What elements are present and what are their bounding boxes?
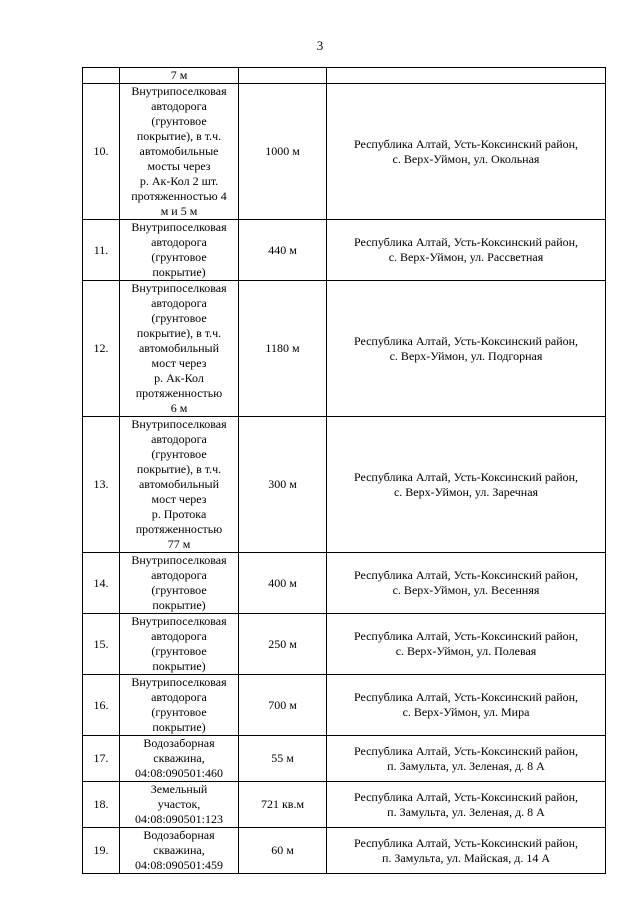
- object-name-cell: 7 м: [120, 68, 239, 84]
- table-row: [83, 84, 606, 220]
- object-size-cell: 700 м: [239, 675, 327, 736]
- object-size-cell: 440 м: [239, 220, 327, 281]
- row-number-cell: 18.: [83, 782, 120, 828]
- table-row: [83, 828, 606, 874]
- row-number-cell: 19.: [83, 828, 120, 874]
- object-address-cell: Республика Алтай, Усть-Коксинский район, с. Верх-Уймон, ул. Полевая: [327, 614, 606, 675]
- object-name-cell: Внутрипоселковая автодорога (грунтовое покрытие), в т.ч. автомобильный мост через р. Ак-Кол протяженностью 6 м: [120, 281, 239, 417]
- object-size-cell: 55 м: [239, 736, 327, 782]
- object-address-cell: Республика Алтай, Усть-Коксинский район, с. Верх-Уймон, ул. Рассветная: [327, 220, 606, 281]
- table-row: [83, 417, 606, 553]
- row-number-cell: [83, 68, 120, 84]
- object-name-cell: Внутрипоселковая автодорога (грунтовое покрытие), в т.ч. автомобильные мосты через р. Ак-Кол 2 шт. протяженностью 4 м и 5 м: [120, 84, 239, 220]
- object-address-cell: Республика Алтай, Усть-Коксинский район, п. Замульта, ул. Зеленая, д. 8 А: [327, 782, 606, 828]
- property-table: [82, 67, 606, 874]
- object-address-cell: Республика Алтай, Усть-Коксинский район, с. Верх-Уймон, ул. Весенняя: [327, 553, 606, 614]
- object-name-cell: Внутрипоселковая автодорога (грунтовое покрытие): [120, 675, 239, 736]
- row-number-cell: 13.: [83, 417, 120, 553]
- row-number-cell: 14.: [83, 553, 120, 614]
- row-number-cell: 15.: [83, 614, 120, 675]
- table-row: [83, 220, 606, 281]
- object-name-cell: Внутрипоселковая автодорога (грунтовое покрытие): [120, 614, 239, 675]
- table-row: [83, 736, 606, 782]
- table-row: [83, 68, 606, 84]
- object-size-cell: 721 кв.м: [239, 782, 327, 828]
- row-number-cell: 12.: [83, 281, 120, 417]
- object-size-cell: 1000 м: [239, 84, 327, 220]
- row-number-cell: 17.: [83, 736, 120, 782]
- object-address-cell: [327, 68, 606, 84]
- table-row: [83, 281, 606, 417]
- object-name-cell: Водозаборная скважина, 04:08:090501:459: [120, 828, 239, 874]
- table-row: [83, 782, 606, 828]
- object-address-cell: Республика Алтай, Усть-Коксинский район, с. Верх-Уймон, ул. Заречная: [327, 417, 606, 553]
- object-address-cell: Республика Алтай, Усть-Коксинский район, с. Верх-Уймон, ул. Подгорная: [327, 281, 606, 417]
- object-address-cell: Республика Алтай, Усть-Коксинский район, с. Верх-Уймон, ул. Окольная: [327, 84, 606, 220]
- page-number: 3: [316, 38, 324, 53]
- object-address-cell: Республика Алтай, Усть-Коксинский район, с. Верх-Уймон, ул. Мира: [327, 675, 606, 736]
- object-name-cell: Внутрипоселковая автодорога (грунтовое покрытие): [120, 553, 239, 614]
- object-size-cell: 1180 м: [239, 281, 327, 417]
- table-row: [83, 553, 606, 614]
- object-address-cell: Республика Алтай, Усть-Коксинский район, п. Замульта, ул. Зеленая, д. 8 А: [327, 736, 606, 782]
- object-size-cell: 250 м: [239, 614, 327, 675]
- table-row: [83, 614, 606, 675]
- table-row: [83, 675, 606, 736]
- object-name-cell: Внутрипоселковая автодорога (грунтовое покрытие): [120, 220, 239, 281]
- row-number-cell: 16.: [83, 675, 120, 736]
- object-size-cell: 300 м: [239, 417, 327, 553]
- object-name-cell: Водозаборная скважина, 04:08:090501:460: [120, 736, 239, 782]
- object-size-cell: 400 м: [239, 553, 327, 614]
- object-size-cell: 60 м: [239, 828, 327, 874]
- object-name-cell: Внутрипоселковая автодорога (грунтовое покрытие), в т.ч. автомобильный мост через р. Протока протяженностью 77 м: [120, 417, 239, 553]
- object-address-cell: Республика Алтай, Усть-Коксинский район, п. Замульта, ул. Майская, д. 14 А: [327, 828, 606, 874]
- object-name-cell: Земельный участок, 04:08:090501:123: [120, 782, 239, 828]
- object-size-cell: [239, 68, 327, 84]
- row-number-cell: 10.: [83, 84, 120, 220]
- row-number-cell: 11.: [83, 220, 120, 281]
